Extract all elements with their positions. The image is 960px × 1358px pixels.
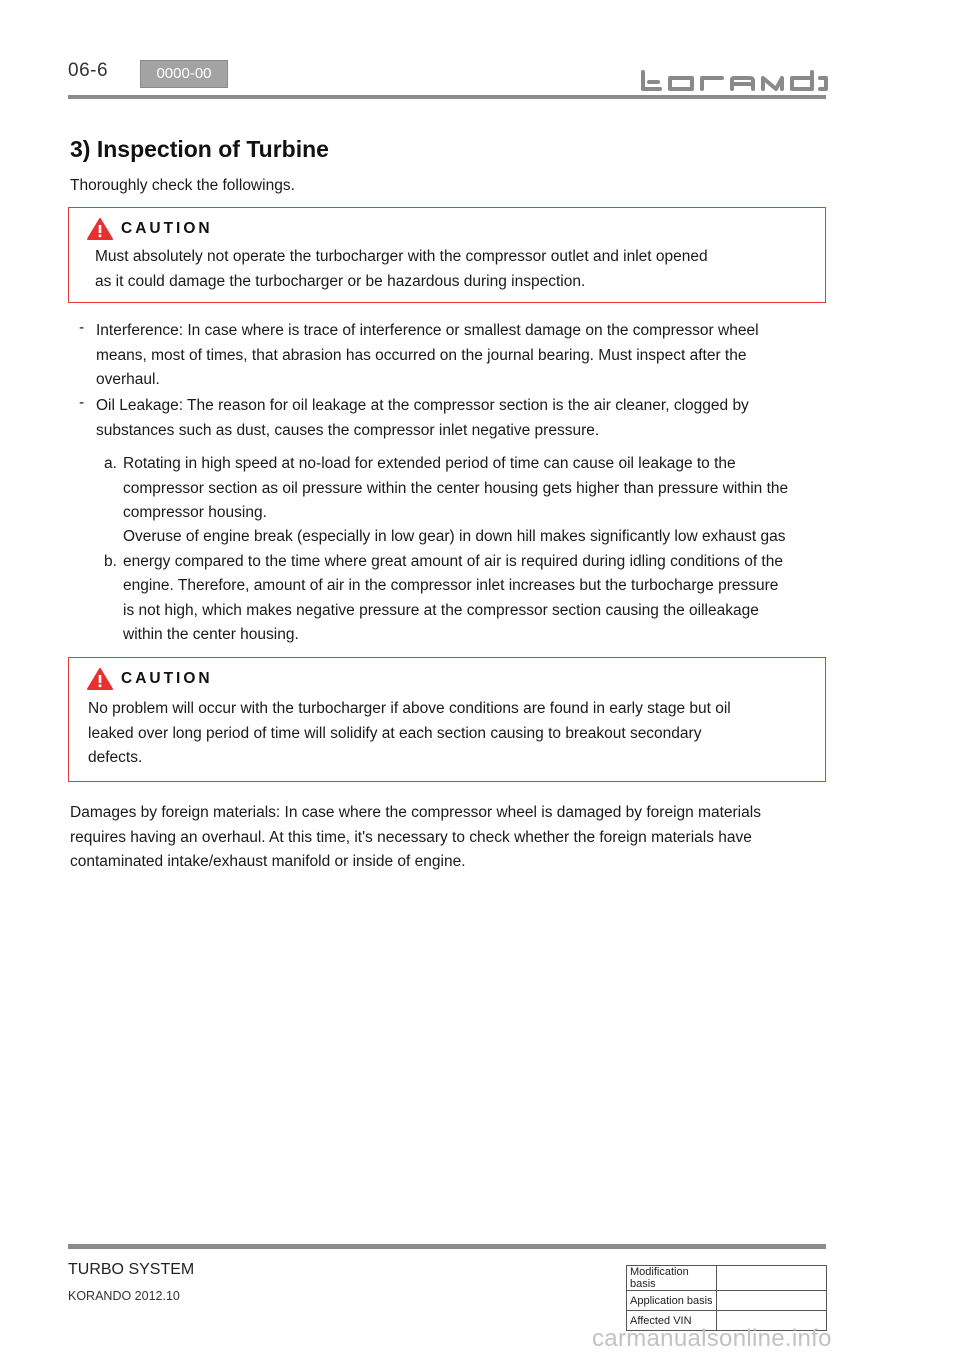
table-row [627, 1291, 827, 1311]
table-label: Modification basis [627, 1266, 717, 1291]
footer-model-date: KORANDO 2012.10 [68, 1289, 180, 1303]
caution-box-2 [68, 657, 826, 782]
damages-paragraph [70, 801, 828, 875]
table-row [627, 1266, 827, 1291]
page-number: 06-6 [68, 60, 109, 81]
sub-item-line: Rotating in high speed at no-load for extended period of time can cause oil leakage to the [123, 455, 736, 472]
sub-item-text [123, 452, 833, 526]
bullet-line: means, most of times, that abrasion has occurred on the journal bearing. Must inspect after the [96, 346, 747, 364]
bullet-line: Interference: In case where is trace of interference or smallest damage on the compressor wheel [96, 322, 759, 339]
table-value [717, 1291, 827, 1311]
paragraph-line: Damages by foreign materials: In case where the compressor wheel is damaged by foreign materials [70, 804, 761, 821]
caution-line: No problem will occur with the turbocharger if above conditions are found in early stage but oil [88, 700, 731, 717]
caution-line: leaked over long period of time will solidify at each section causing to breakout secondary [88, 724, 702, 742]
table-label: Application basis [627, 1291, 717, 1311]
paragraph-line: requires having an overhaul. At this time, it's necessary to check whether the foreign materials have [70, 828, 752, 846]
warning-icon [87, 668, 113, 690]
caution-text-2 [88, 697, 731, 771]
table-value [717, 1266, 827, 1291]
caution-line: as it could damage the turbocharger or be hazardous during inspection. [95, 272, 586, 290]
sub-item-line: engine. Therefore, amount of air in the compressor inlet increases but the turbocharge pressure [123, 577, 779, 594]
table-label: Affected VIN [627, 1311, 717, 1331]
caution-box-1 [68, 207, 826, 303]
sub-item-line: compressor section as oil pressure within the center housing gets higher than pressure within the [123, 479, 789, 497]
bullet-text [96, 319, 836, 393]
caution-line: defects. [88, 749, 143, 766]
modification-table [626, 1265, 827, 1331]
caution-label: CAUTION [121, 220, 213, 237]
sub-item-line: compressor housing. [123, 504, 267, 521]
sub-item-line: energy compared to the time where great amount of air is required during idling conditions of the [123, 552, 783, 570]
bullet-dash: - [79, 319, 85, 336]
sub-item-text [123, 525, 833, 648]
bullet-line: substances such as dust, causes the compressor inlet negative pressure. [96, 421, 600, 439]
caution-line: Must absolutely not operate the turbocharger with the compressor outlet and inlet opened [95, 248, 708, 265]
code-badge: 0000-00 [140, 60, 228, 88]
header-rule [68, 95, 826, 99]
caution-text-1 [95, 245, 708, 294]
warning-icon [87, 218, 113, 240]
sub-item-line: is not high, which makes negative pressure at the compressor section causing the oilleakage [123, 601, 759, 619]
sub-item-marker: b. [104, 552, 117, 570]
intro-text: Thoroughly check the followings. [70, 177, 295, 194]
section-title: 3) Inspection of Turbine [70, 136, 329, 162]
footer-section-name: TURBO SYSTEM [68, 1261, 195, 1278]
bullet-line: Oil Leakage: The reason for oil leakage at the compressor section is the air cleaner, clogged by [96, 397, 749, 414]
bullet-text [96, 394, 836, 443]
footer-rule [68, 1244, 826, 1249]
sub-item-marker: a. [104, 455, 117, 472]
paragraph-line: contaminated intake/exhaust manifold or inside of engine. [70, 853, 466, 870]
caution-label: CAUTION [121, 670, 213, 687]
sub-item-line: within the center housing. [123, 626, 299, 643]
bullet-line: overhaul. [96, 371, 160, 388]
bullet-dash: - [79, 394, 85, 411]
korando-logo [640, 70, 828, 92]
sub-item-line: Overuse of engine break (especially in low gear) in down hill makes significantly low exhaust gas [123, 528, 786, 545]
watermark: carmanualsonline.info [592, 1325, 832, 1352]
